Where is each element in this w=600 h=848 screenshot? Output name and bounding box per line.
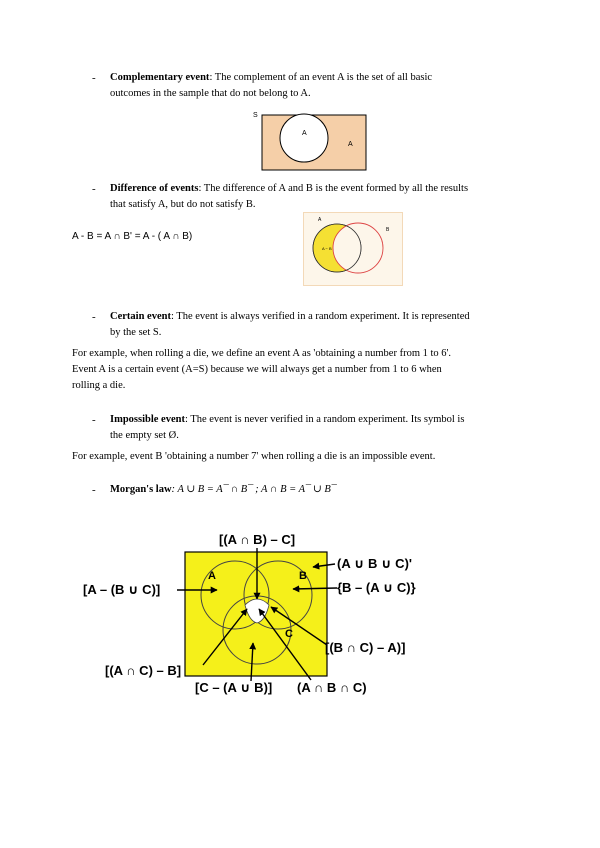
- morgan-term: Morgan's law: [110, 484, 172, 495]
- difference-diagram: [303, 212, 403, 286]
- label-ac-minus-b: [(A ∩ C) – B]: [105, 663, 182, 678]
- label-c-only: [C – (A ∪ B)]: [195, 680, 273, 695]
- a-inside-label: A: [302, 130, 307, 137]
- bullet-dash: -: [92, 311, 96, 323]
- impossible-paragraph: [110, 412, 550, 444]
- circle-c-label: C: [285, 628, 293, 640]
- complement-diagram: [252, 106, 368, 172]
- certain-paragraph: [110, 309, 550, 341]
- complementary-term: Complementary event: [110, 72, 210, 83]
- morgan-formula: : A ∪ B = A¯ ∩ B¯ ; A ∩ B = A¯ ∪ B¯: [171, 484, 337, 495]
- certain-term: Certain event: [110, 311, 171, 322]
- diff-a-label: A: [318, 217, 322, 223]
- complementary-text-2: outcomes in the sample that do not belong to A.: [110, 88, 311, 99]
- circle-b-label: B: [299, 570, 307, 582]
- arrow-b-only: [293, 588, 337, 589]
- label-ab-minus-c: [(A ∩ B) – C]: [219, 532, 296, 547]
- impossible-text-2: the empty set Ø.: [110, 430, 179, 441]
- certain-text-2: by the set S.: [110, 327, 162, 338]
- certain-text-1: : The event is always verified in a random experiment. It is represented: [170, 311, 470, 322]
- certain-example: [72, 346, 552, 394]
- label-abc: (A ∩ B ∩ C): [297, 680, 367, 695]
- diff-b-label: B: [386, 227, 390, 233]
- label-b-only: {B – (A ∪ C)}: [337, 580, 416, 595]
- difference-text-2: that satisfy A, but do not satisfy B.: [110, 199, 256, 210]
- impossible-text-1: : The event is never verified in a random experiment. Its symbol is: [184, 414, 465, 425]
- impossible-term: Impossible event: [110, 414, 185, 425]
- morgan-paragraph: [110, 482, 550, 498]
- label-a-only: [A – (B ∪ C)]: [83, 582, 161, 597]
- circle-a-label: A: [208, 570, 216, 582]
- bullet-dash: -: [92, 72, 96, 84]
- label-bc-minus-a: [(B ∩ C) – A)]: [325, 640, 406, 655]
- a-outside-label: A: [348, 141, 353, 148]
- diff-inner-label: A − B: [322, 246, 332, 251]
- complementary-paragraph: [110, 70, 540, 102]
- venn-three-sets-diagram: [75, 525, 445, 700]
- impossible-example: For example, event B 'obtaining a number 7' when rolling a die is an impossible event.: [72, 451, 436, 462]
- bullet-dash: -: [92, 484, 96, 496]
- certain-example-1: For example, when rolling a die, we define an event A as 'obtaining a number from 1 to 6'.: [72, 348, 452, 359]
- difference-term: Difference of events: [110, 183, 199, 194]
- certain-example-3: rolling a die.: [72, 380, 126, 391]
- bullet-dash: -: [92, 414, 96, 426]
- difference-paragraph: [110, 181, 550, 213]
- difference-formula: A - B = A ∩ B' = A - ( A ∩ B): [72, 231, 193, 242]
- bullet-dash: -: [92, 183, 96, 195]
- complementary-text-1: : The complement of an event A is the set of all basic: [209, 72, 433, 83]
- s-label: S: [253, 112, 258, 119]
- difference-text-1: : The difference of A and B is the event formed by all the results: [198, 183, 469, 194]
- label-complement-union: (A ∪ B ∪ C)': [337, 556, 412, 571]
- certain-example-2: Event A is a certain event (A=S) because we will always get a number from 1 to 6 when: [72, 364, 442, 375]
